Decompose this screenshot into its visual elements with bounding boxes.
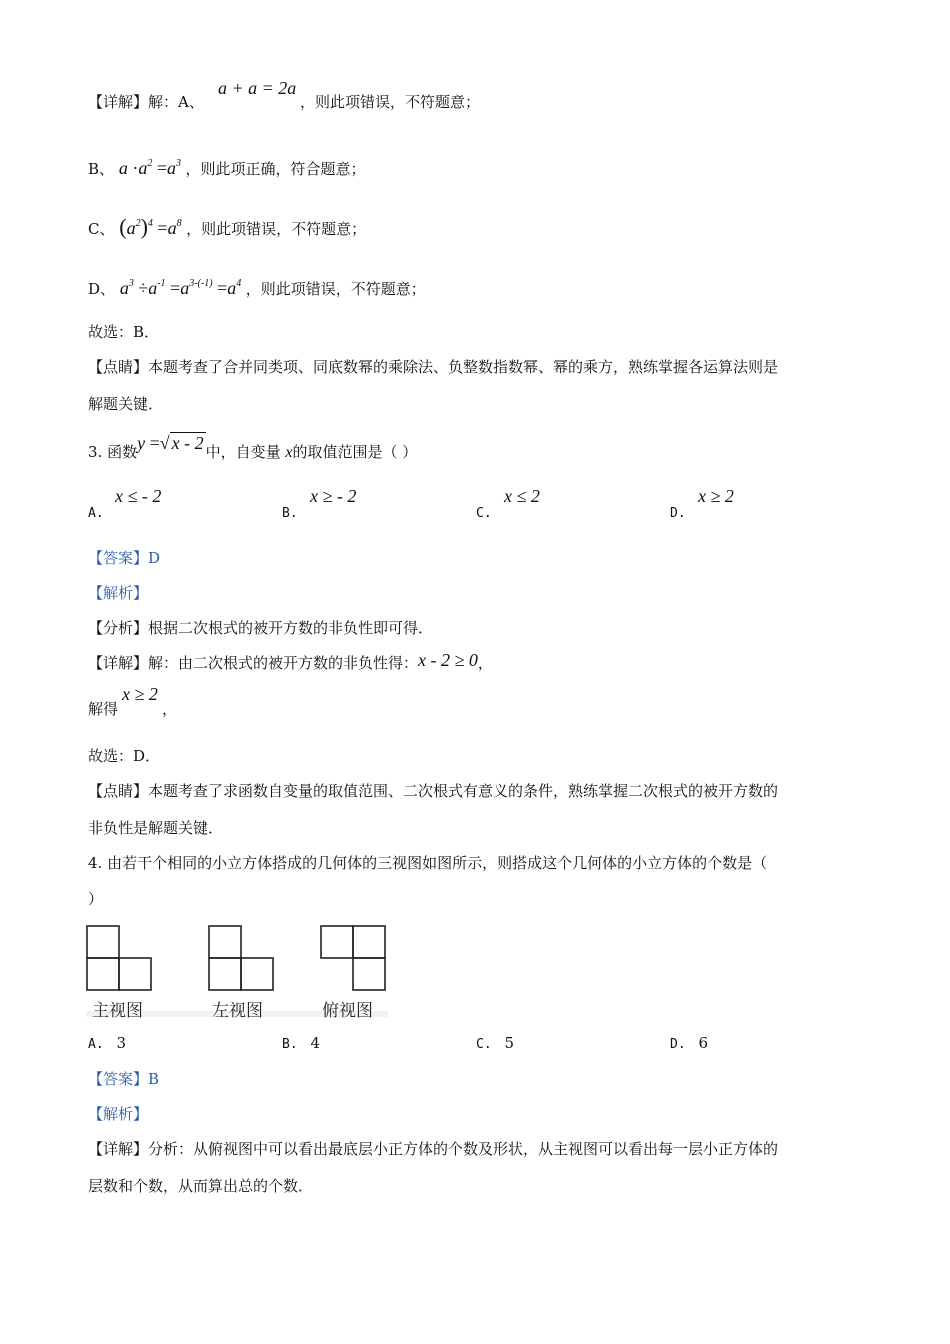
- q4-answer: 【答案】B: [88, 1070, 160, 1088]
- q2-d-line: [88, 274, 426, 299]
- q4-top-caption: 俯视图: [322, 1001, 373, 1021]
- q3-option-a[interactable]: A.: [88, 506, 104, 521]
- q3-stem-pre: 3. 函数: [88, 443, 138, 461]
- left-view-squares: [209, 926, 273, 990]
- q4-analysis-title: 【解析】: [88, 1105, 149, 1123]
- q3-stem-math: y =√ x - 2: [137, 433, 204, 453]
- q2-choose: 故选：B．: [88, 323, 160, 341]
- q3-option-c-math: x ≤ 2: [504, 486, 540, 506]
- q3-solve: 解得: [88, 700, 119, 718]
- top-view-squares: [321, 926, 385, 990]
- q2-c-math: $(a^2)^4 =a^8$: [119, 214, 182, 239]
- q2-d-math: $a^3 \div a^{-1} =a^{3-(-1)} =a^4$: [119, 278, 242, 298]
- left-view-bottom-left: [209, 958, 241, 990]
- top-view-top-left: [321, 926, 353, 958]
- q3-answer: 【答案】D: [88, 549, 161, 567]
- q3-option-b-math: x ≥ - 2: [310, 486, 357, 506]
- q4-left-caption: 左视图: [212, 1001, 263, 1021]
- q3-note-line2: 非负性是解题关键．: [88, 819, 224, 837]
- q3-solve-math: x ≥ 2: [122, 684, 158, 704]
- q2-note-line2: 解题关键．: [88, 395, 164, 413]
- q2-b-comment: ，则此项正确，符合题意；: [185, 160, 366, 178]
- q3-choose: 故选：D．: [88, 747, 161, 765]
- q3-detail-math: x - 2 ≥ 0: [418, 650, 478, 670]
- q2-a-math: a + a = 2a: [218, 78, 297, 98]
- q4-front-caption: 主视图: [92, 1001, 143, 1021]
- q2-a-comment: ，则此项错误，不符题意；: [300, 93, 481, 111]
- q2-c-label: C、: [88, 220, 115, 238]
- q2-d-comment: ，则此项错误，不符题意；: [245, 280, 426, 298]
- q3-option-d[interactable]: D.: [670, 506, 686, 521]
- q2-b-label: B、: [88, 160, 115, 178]
- front-view-squares: [87, 926, 151, 990]
- q4-option-a[interactable]: A. 3: [88, 1034, 126, 1052]
- q4-detail-line2: 层数和个数，从而算出总的个数．: [88, 1177, 314, 1195]
- q3-detail: 【详解】解：由二次根式的被开方数的非负性得：x - 2 ≥ 0，: [88, 650, 493, 672]
- q3-option-a-math: x ≤ - 2: [115, 486, 162, 506]
- front-view-bottom-left: [87, 958, 119, 990]
- top-view-bottom-right: [353, 958, 385, 990]
- top-view-top-right: [353, 926, 385, 958]
- q3-option-c[interactable]: C.: [476, 506, 492, 521]
- q4-option-b[interactable]: B. 4: [282, 1034, 320, 1052]
- q3-analysis: 【分析】根据二次根式的被开方数的非负性即可得．: [88, 619, 434, 637]
- left-view-top-left: [209, 926, 241, 958]
- q3-option-b[interactable]: B.: [282, 506, 298, 521]
- left-view-bottom-right: [241, 958, 273, 990]
- front-view-top-left: [87, 926, 119, 958]
- q3-stem-x: x: [285, 444, 293, 461]
- front-view-bottom-right: [119, 958, 151, 990]
- q4-stem-line2: ）: [88, 890, 104, 908]
- q3-stem-end: 的取值范围是（ ）: [292, 443, 418, 461]
- q2-c-line: [88, 214, 366, 239]
- q3-option-d-math: x ≥ 2: [698, 486, 734, 506]
- q4-stem-line1: 4. 由若干个相同的小立方体搭成的几何体的三视图如图所示，则搭成这个几何体的小立方体的个数是（: [88, 854, 768, 872]
- q3-analysis-title: 【解析】: [88, 584, 149, 602]
- q4-option-c[interactable]: C. 5: [476, 1034, 514, 1052]
- q2-detail-a-line: [88, 92, 204, 112]
- q2-detail-prefix: 【详解】解：A、: [88, 93, 204, 111]
- q2-c-comment: ，则此项错误，不符题意；: [186, 220, 367, 238]
- q3-solve-comma: ，: [162, 700, 178, 718]
- q2-b-math: $a \cdot a^2 =a^3$: [118, 158, 181, 178]
- q3-stem-post: 中，自变量: [205, 443, 281, 461]
- q3-stem: [88, 433, 418, 463]
- q2-d-label: D、: [88, 280, 116, 298]
- q3-note-line1: 【点睛】本题考查了求函数自变量的取值范围、二次根式有意义的条件，熟练掌握二次根式的被开方数的: [88, 782, 779, 800]
- q4-option-d[interactable]: D. 6: [670, 1034, 708, 1052]
- q2-note-line1: 【点睛】本题考查了合并同类项、同底数幂的乘除法、负整数指数幂、幂的乘方，熟练掌握各运算法则是: [88, 358, 779, 376]
- q4-detail-line1: 【详解】分析：从俯视图中可以看出最底层小正方体的个数及形状，从主视图可以看出每一层小正方体的: [88, 1140, 779, 1158]
- q2-b-line: [88, 154, 365, 179]
